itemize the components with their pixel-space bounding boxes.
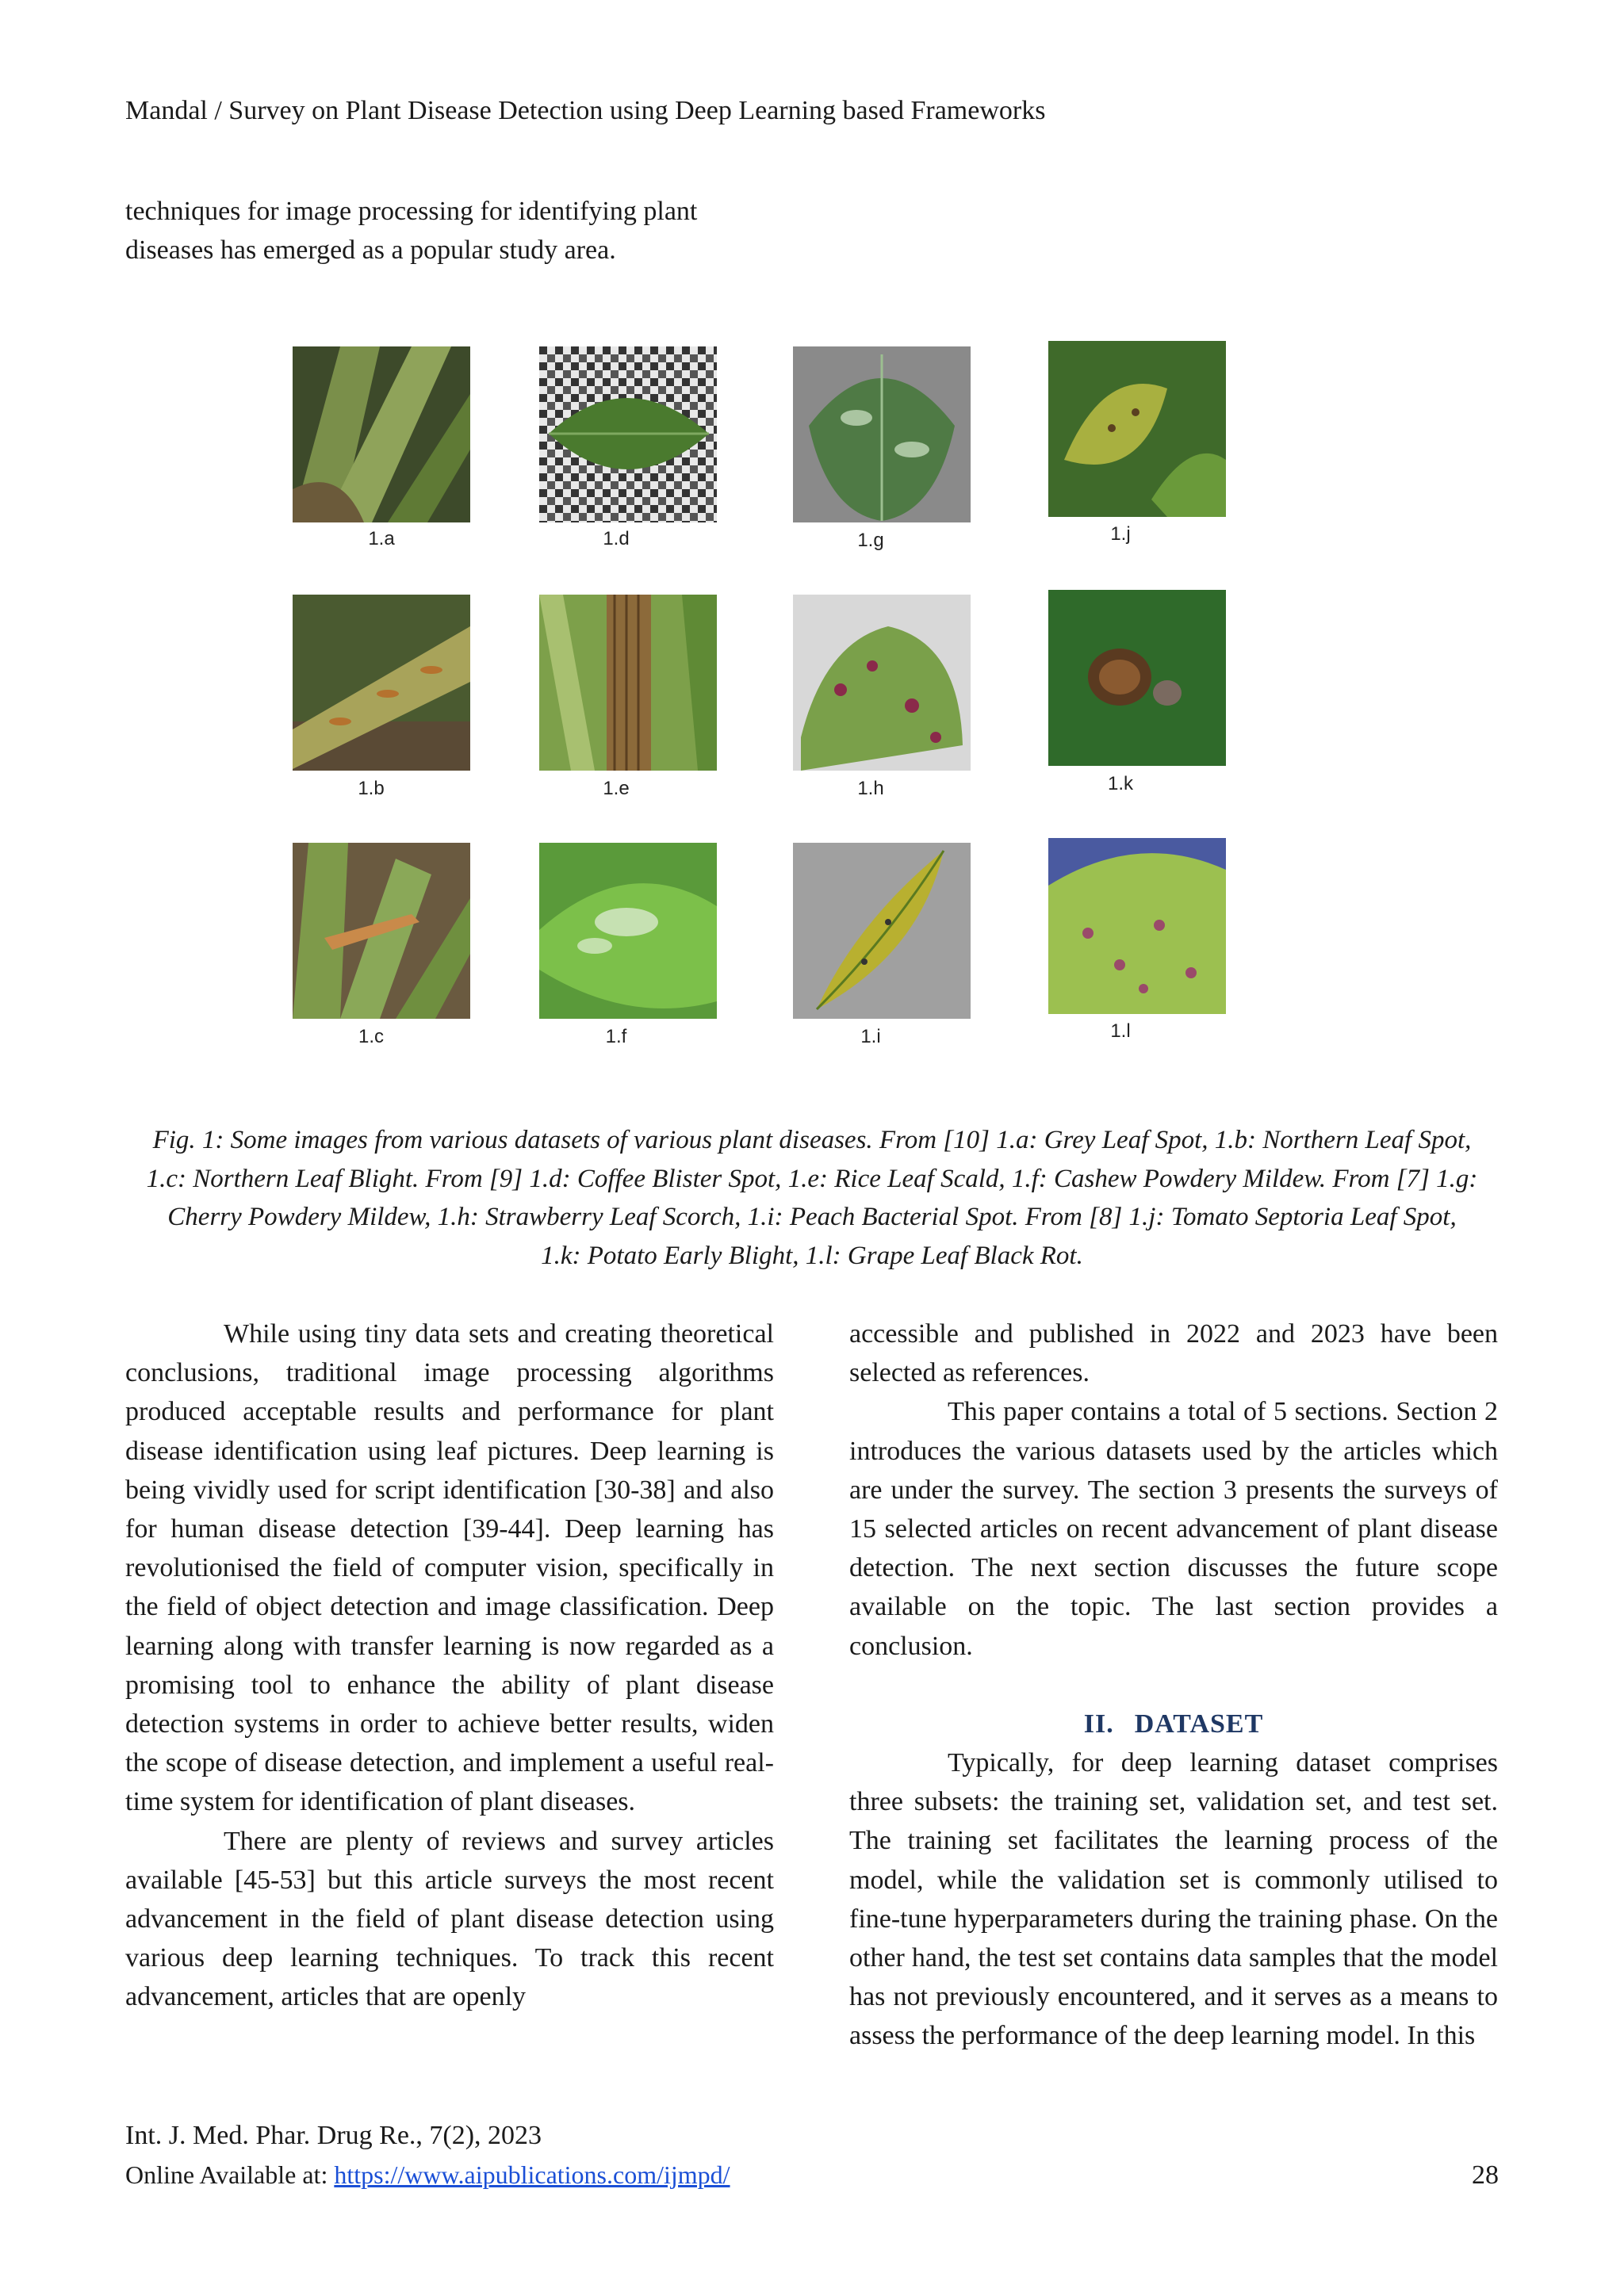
grape-black-rot-photo bbox=[1048, 838, 1226, 1014]
tomato-leaf-septoria-photo bbox=[1048, 341, 1226, 517]
coffee-leaf-blister-photo bbox=[539, 346, 717, 522]
panel-label: 1.a bbox=[368, 528, 395, 549]
panel-label: 1.j bbox=[1110, 523, 1131, 545]
body-paragraph: This paper contains a total of 5 sections. Section 2 introduces the various datasets used by the articles which are under the survey. The section 3 presents the surveys of 15 selected articles on recent advancement of plant disease detection. The next section discusses the future scope available on the topic. The last section provides a conclusion. bbox=[849, 1397, 1498, 1661]
section-heading bbox=[849, 1705, 1498, 1743]
section-title: DATASET bbox=[1134, 1709, 1264, 1739]
footer-journal: Int. J. Med. Phar. Drug Re., 7(2), 2023 bbox=[125, 2121, 542, 2150]
cashew-powdery-mildew-photo bbox=[539, 843, 717, 1019]
right-column bbox=[849, 1314, 1498, 2056]
peach-bacterial-spot-photo bbox=[793, 843, 971, 1019]
section-number: II. bbox=[1083, 1709, 1114, 1739]
caption-line: 1.k: Potato Early Blight, 1.l: Grape Leaf Black Rot. bbox=[541, 1241, 1083, 1270]
running-header: Mandal / Survey on Plant Disease Detection using Deep Learning based Frameworks bbox=[125, 96, 1046, 125]
panel-label: 1.f bbox=[605, 1026, 627, 1047]
figure-caption bbox=[125, 1121, 1499, 1275]
left-column bbox=[125, 1314, 774, 2017]
panel-label: 1.k bbox=[1107, 773, 1133, 794]
intro-line: techniques for image processing for identifying plant bbox=[125, 197, 698, 226]
strawberry-leaf-scorch-photo bbox=[793, 595, 971, 771]
rice-leaf-scald-photo bbox=[539, 595, 717, 771]
body-paragraph: accessible and published in 2022 and 2023 have been selected as references. bbox=[849, 1319, 1498, 1388]
cherry-leaf-mildew-photo bbox=[793, 346, 971, 522]
potato-early-blight-photo bbox=[1048, 590, 1226, 766]
figure-1 bbox=[285, 333, 1237, 1054]
page-number: 28 bbox=[1472, 2160, 1499, 2190]
journal-url-link[interactable]: https://www.aipublications.com/ijmpd/ bbox=[334, 2160, 730, 2189]
panel-label: 1.l bbox=[1110, 1020, 1131, 1042]
panel-label: 1.h bbox=[857, 778, 884, 799]
panel-label: 1.d bbox=[603, 528, 630, 549]
corn-leaf-grey-spot-photo bbox=[293, 346, 470, 522]
corn-leaf-northern-spot-photo bbox=[293, 595, 470, 771]
body-paragraph: Typically, for deep learning dataset comprises three subsets: the training set, validation set, and test set. The training set facilitates the learning process of the model, while the validation set is commonly utilised to fine-tune hyperparameters during the training phase. On the other hand, the test set contains data samples that the model has not previously encountered, and it serves as a means to assess the performance of the deep learning model. In this bbox=[849, 1748, 1498, 2051]
caption-line: Cherry Powdery Mildew, 1.h: Strawberry Leaf Scorch, 1.i: Peach Bacterial Spot. From [8] 1.j: Tomato Septoria Leaf Spot, bbox=[167, 1203, 1457, 1231]
footer-online-prefix: Online Available at: bbox=[125, 2160, 335, 2189]
caption-line: 1.c: Northern Leaf Blight. From [9] 1.d: Coffee Blister Spot, 1.e: Rice Leaf Scald, 1.f: Cashew Powdery Mildew. From [7] 1.g: bbox=[146, 1164, 1478, 1193]
panel-label: 1.e bbox=[603, 778, 630, 799]
body-paragraph: There are plenty of reviews and survey articles available [45-53] but this article surveys the most recent advancement in the field of plant disease detection using various deep learning techniques. To track this recent advancement, articles that are openly bbox=[125, 1826, 774, 2012]
caption-line: Fig. 1: Some images from various datasets of various plant diseases. From [10] 1.a: Grey Leaf Spot, 1.b: Northern Leaf Spot, bbox=[152, 1126, 1472, 1154]
body-paragraph: While using tiny data sets and creating theoretical conclusions, traditional image processing algorithms produced acceptable results and performance for plant disease identification using leaf pictures. Deep learning is being vividly used for script identification [30-38] and also for human disease detection [39-44]. Deep learning has revolutionised the field of computer vision, specifically in the field of object detection and image classification. Deep learning along with transfer learning is now regarded as a promising tool to enhance the ability of plant disease detection systems in order to achieve better results, widen the scope of disease detection, and implement a useful real-time system for identification of plant diseases. bbox=[125, 1319, 774, 1817]
corn-leaf-blight-photo bbox=[293, 843, 470, 1019]
panel-label: 1.g bbox=[857, 530, 884, 551]
panel-label: 1.b bbox=[358, 778, 385, 799]
panel-label: 1.c bbox=[358, 1026, 384, 1047]
panel-label: 1.i bbox=[860, 1026, 881, 1047]
intro-text bbox=[125, 192, 776, 270]
footer-online bbox=[125, 2160, 730, 2190]
intro-line: diseases has emerged as a popular study area. bbox=[125, 235, 616, 265]
